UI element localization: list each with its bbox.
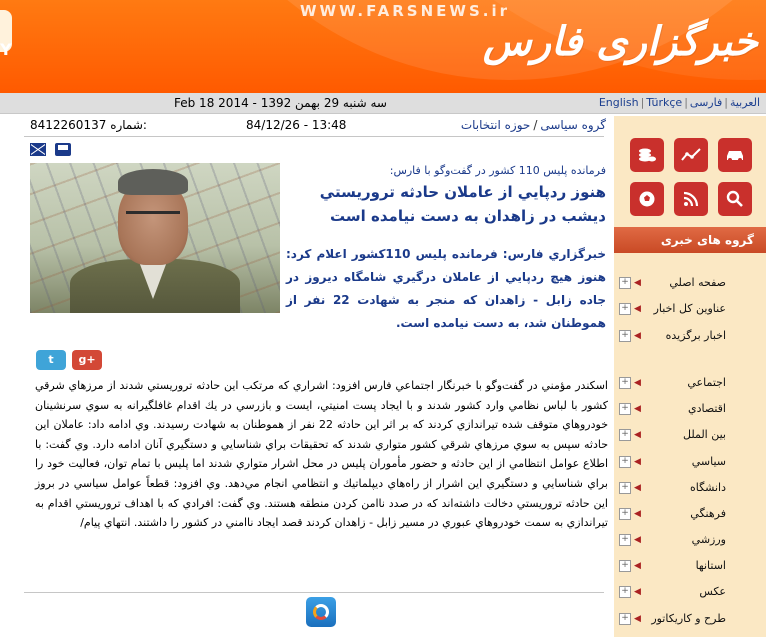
car-icon[interactable] [718,138,752,172]
expand-icon[interactable]: + [619,277,631,289]
search-icon[interactable] [718,182,752,216]
caret-icon: ◀ [634,535,641,545]
chart-line-icon[interactable] [674,138,708,172]
caret-icon: ◀ [634,614,641,624]
expand-icon[interactable]: + [619,330,631,342]
caret-icon: ◀ [634,561,641,571]
sidebar-item-economic[interactable]: + ◀ اقتصادي [614,400,766,418]
expand-icon[interactable]: + [619,586,631,598]
site-header [0,0,766,93]
date-language-bar [0,93,766,114]
header-edge-letter: Y [0,40,12,59]
photo-glasses [126,211,180,224]
article-photo [30,163,280,313]
article-number-value: 8412260137 [30,118,107,132]
caret-icon: ◀ [634,457,641,467]
site-url: WWW.FARSNEWS.ir [300,2,510,20]
caret-icon: ◀ [634,587,641,597]
caret-icon: ◀ [634,483,641,493]
article-timestamp: 84/12/26 - 13:48 [246,118,347,132]
share-ring-icon [313,604,329,620]
sidebar-item-home[interactable]: + ◀ صفحه اصلي [614,274,766,292]
sidebar-item-provinces[interactable]: + ◀ استانها [614,557,766,575]
caret-icon: ◀ [634,304,641,314]
sidebar-item-social[interactable]: + ◀ اجتماعي [614,374,766,392]
article-body: اسكندر مؤمني در گفت‌وگو با خبرنگار اجتماعي فارس افزود: اشراري كه مرتكب اين حادثه تروريستي شدند از مرزهاي شرقي كشور با لباس نظامي وارد كشور شدند و با ايجاد پست امنيتي، ايست و بازرسي در يك اقدام غافلگيرانه به سوي سرنشينان خودروهاي متوقف شده تيراندازي كردند كه بر اثر اين حادثه 22 نفر از هموطنان به شهادت رسيدند. وي ادامه داد: عاملان اين حادثه سپس به سوي مرزهاي شرقي كشور متواري شدند كه تحقيقات براي شناسايي و دستگيري آنان ادامه دارد. وي گفت: با اطلاع عوامل انتظامي از اين حادثه و حضور مأموران پليس در محل اشرار متواري شدند اما پليس با تمام توان، فعاليت خود را براي شناسايي و دستگيري اين اشرار از راه‌هاي ديپلماتيك و انتظامي انجام مي‌دهد. وي افزود: قطعاً عوامل سياسي در بروز اين حادثه تروريستي دخالت داشته‌اند كه در صدد ناامن كردن منطقه هستند. وي گفت: افرادي كه با اهداف تروريستي اقدام به تيراندازي به سمت خودروهاي عبوري در مسير زابل - زاهدان كردند قصد ايجاد ناامني در كشور را داشتند. انتهاي پيام/ [35,379,608,530]
divider [24,136,604,137]
share-button[interactable] [306,597,336,627]
lang-english-link[interactable]: English [598,96,639,109]
caret-icon: ◀ [634,378,641,388]
sidebar-item-all-news[interactable]: + ◀ عناوين كل اخبار [614,300,766,318]
expand-icon[interactable]: + [619,482,631,494]
sidebar-item-international[interactable]: + ◀ بين الملل [614,426,766,444]
caret-icon: ◀ [634,404,641,414]
sidebar-item-selected-news[interactable]: + ◀ اخبار برگزيده [614,327,766,345]
caret-icon: ◀ [634,278,641,288]
sidebar-item-university[interactable]: + ◀ دانشگاه [614,479,766,497]
expand-icon[interactable]: + [619,429,631,441]
rss-icon[interactable] [674,182,708,216]
article-headline: هنوز ردپايي از عاملان حادثه تروريستي ديشب در زاهدان به دست نيامده است [319,183,606,225]
caret-icon: ◀ [634,509,641,519]
right-sidebar [614,116,766,637]
coins-icon[interactable] [630,138,664,172]
breadcrumb: گروه سياسی/حوزه انتخابات [460,118,606,132]
site-logo[interactable]: خبرگزاری فارس [482,18,758,65]
current-date: سه شنبه 29 بهمن 1392 - 2014 Feb 18 [174,96,387,110]
sidebar-item-sports[interactable]: + ◀ ورزشي [614,531,766,549]
lang-persian-link[interactable]: فارسی [689,96,723,109]
expand-icon[interactable]: + [619,456,631,468]
breadcrumb-political-link[interactable]: گروه سياسی [540,118,606,132]
google-plus-share-icon[interactable]: g+ [72,350,102,370]
sidebar-section-title [614,227,766,253]
expand-icon[interactable]: + [619,534,631,546]
caret-icon: ◀ [634,430,641,440]
expand-icon[interactable]: + [619,303,631,315]
sidebar-item-cartoon[interactable]: + ◀ طرح و كاريكاتور [614,610,766,628]
expand-icon[interactable]: + [619,560,631,572]
breadcrumb-elections-link[interactable]: حوزه انتخابات [460,118,531,132]
expand-icon[interactable]: + [619,377,631,389]
sidebar-item-culture[interactable]: + ◀ فرهنگي [614,505,766,523]
expand-icon[interactable]: + [619,508,631,520]
sidebar-item-political[interactable]: + ◀ سياسي [614,453,766,471]
lang-turkish-link[interactable]: Türkçe [646,96,683,109]
sidebar-item-photo[interactable]: + ◀ عكس [614,583,766,601]
article-lead-in: فرمانده پليس 110 كشور در گفت‌وگو با فارس: [389,164,606,177]
football-icon[interactable] [630,182,664,216]
article-summary: خبرگزاري فارس: فرمانده پليس 110كشور اعلام كرد: هنوز هيچ ردپايي از عاملان درگيري شامگاه ديروز در جاده زابل - زاهدان كه منجر به شهادت 22 نفر از هموطنان شد، به دست نيامده است. [286,247,607,330]
lang-arabic-link[interactable]: العربية [729,96,760,109]
expand-icon[interactable]: + [619,613,631,625]
divider [24,592,604,593]
expand-icon[interactable]: + [619,403,631,415]
article-number-label: شماره: [110,118,147,132]
email-icon[interactable] [30,143,46,156]
print-icon[interactable] [55,143,71,156]
photo-hair [118,169,188,195]
caret-icon: ◀ [634,331,641,341]
article-number [30,118,147,132]
sidebar-section-title-text: گروه های خبری [660,233,754,247]
language-switcher: English | Türkçe | العربية|فارسی [598,96,760,109]
twitter-share-icon[interactable]: t [36,350,66,370]
